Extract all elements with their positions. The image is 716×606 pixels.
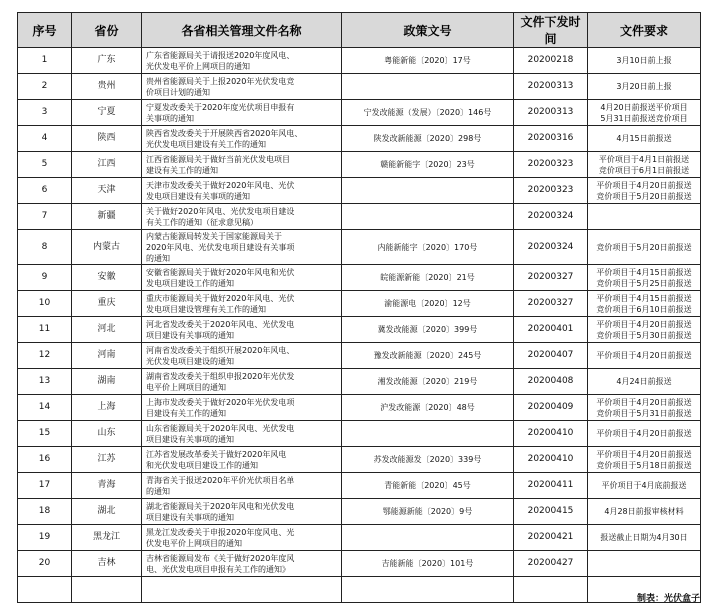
row-doc-cell — [342, 473, 514, 499]
row-province-cell — [72, 317, 142, 343]
table-row — [18, 178, 701, 204]
row-name-cell — [142, 126, 342, 152]
row-name-cell-line: 光伏发电项目建设的通知 — [146, 356, 234, 366]
row-num-cell-line: 17 — [38, 480, 51, 490]
table-row — [18, 395, 701, 421]
table-row — [18, 317, 701, 343]
row-province-cell — [72, 551, 142, 577]
row-req-cell-line: 平价项目于4月1日前报送 — [598, 154, 690, 164]
row-req-cell — [588, 525, 701, 551]
row-date-cell — [514, 74, 588, 100]
row-name-cell-line: 河北省发改委关于2020年风电、光伏发电 — [146, 319, 295, 329]
row-doc-cell-line: 鄂能源新能〔2020〕9号 — [382, 507, 473, 516]
row-date-cell-line: 20200313 — [527, 81, 574, 91]
row-doc-cell — [342, 395, 514, 421]
row-name-cell-line: 青海省关于报送2020年平价光伏项目名单 — [146, 475, 295, 485]
row-date-cell — [514, 369, 588, 395]
row-req-cell-line: 竞价项目于5月25日前报送 — [596, 278, 692, 288]
row-date-cell-line: 20200408 — [527, 376, 574, 386]
row-num-cell-line: 1 — [41, 55, 48, 65]
row-name-cell-line: 贵州省能源局关于上报2020年光伏发电竞 — [146, 76, 295, 86]
row-name-cell — [142, 525, 342, 551]
row-province-cell-line: 重庆 — [97, 298, 116, 308]
row-province-cell-line: 吉林 — [97, 558, 116, 568]
row-province-cell-line: 宁夏 — [97, 107, 116, 117]
row-req-cell-line: 3月10日前上报 — [616, 56, 672, 65]
row-num-cell-line: 3 — [41, 107, 48, 117]
row-doc-cell-line: 粤能新能〔2020〕17号 — [384, 56, 471, 65]
row-date-cell-line: 20200427 — [527, 558, 574, 568]
row-doc-cell — [342, 369, 514, 395]
row-name-cell-line: 电、光伏发电项目申报有关工作的通知》 — [146, 564, 290, 574]
row-doc-cell-line: 冀发改能源〔2020〕399号 — [377, 325, 478, 334]
table-row — [18, 473, 701, 499]
row-name-cell-line: 江西省能源局关于做好当前光伏发电项目 — [146, 154, 290, 164]
row-name-cell-line: 和光伏发电项目建设工作的通知 — [146, 460, 258, 470]
row-num-cell — [18, 100, 72, 126]
row-name-cell-line: 上海市发改委关于做好2020年光伏发电项 — [146, 397, 295, 407]
row-name-cell-line: 的通知 — [146, 486, 170, 496]
table-row — [18, 48, 701, 74]
row-req-cell — [588, 126, 701, 152]
row-province-cell-line: 江西 — [97, 159, 116, 169]
row-date-cell-line: 20200421 — [527, 532, 574, 542]
row-num-cell — [18, 525, 72, 551]
row-date-cell-line: 20200324 — [527, 241, 574, 252]
row-req-cell-line: 竞价项目于5月20日前报送 — [596, 242, 692, 252]
row-req-cell-line: 平价项目于4月20日前报送 — [596, 397, 692, 407]
row-date-cell — [514, 551, 588, 577]
row-date-cell — [514, 473, 588, 499]
row-name-cell — [142, 447, 342, 473]
row-doc-cell-line: 湘发改能源〔2020〕219号 — [377, 377, 478, 386]
row-name-cell — [142, 317, 342, 343]
row-req-cell-line: 报送截止日期为4月30日 — [600, 533, 688, 542]
row-doc-cell — [342, 317, 514, 343]
row-req-cell-line: 竞价项目于6月10日前报送 — [596, 304, 692, 314]
row-province-cell-line: 贵州 — [97, 81, 116, 91]
row-req-cell-line: 竞价项目于5月20日前报送 — [596, 191, 692, 201]
row-req-cell-line: 竞价项目于5月30日前报送 — [596, 330, 692, 340]
row-num-cell-line: 14 — [38, 402, 51, 412]
row-province-cell — [72, 48, 142, 74]
row-date-cell-line: 20200316 — [527, 133, 574, 143]
row-num-cell-line: 6 — [41, 185, 48, 195]
row-province-cell — [72, 291, 142, 317]
row-name-cell — [142, 343, 342, 369]
row-province-cell — [72, 395, 142, 421]
row-date-cell — [514, 525, 588, 551]
row-doc-cell-line: 渝能源电〔2020〕12号 — [384, 299, 471, 308]
row-num-cell-line: 13 — [38, 376, 51, 386]
row-name-cell — [142, 369, 342, 395]
table-row — [18, 230, 701, 265]
row-name-cell-line: 光伏发电平价上网项目的通知 — [146, 61, 250, 71]
row-doc-cell-line: 沪发改能源〔2020〕48号 — [380, 403, 475, 412]
row-name-cell-line: 江苏省发展改革委关于做好2020年风电 — [146, 449, 287, 459]
row-req-cell — [588, 395, 701, 421]
row-name-cell-line: 建设有关工作的通知 — [146, 165, 218, 175]
row-date-cell-line: 20200323 — [527, 185, 574, 195]
row-req-cell — [588, 230, 701, 265]
row-date-cell — [514, 126, 588, 152]
row-num-cell — [18, 48, 72, 74]
table-row — [18, 152, 701, 178]
row-num-cell — [18, 178, 72, 204]
blank-row — [18, 577, 701, 603]
table-body — [18, 48, 701, 577]
row-province-cell — [72, 369, 142, 395]
row-num-cell — [18, 369, 72, 395]
row-num-cell-line: 10 — [38, 298, 51, 308]
row-name-cell — [142, 473, 342, 499]
row-num-cell-line: 19 — [38, 532, 51, 542]
table-row — [18, 126, 701, 152]
row-name-cell-line: 发电项目建设工作的通知 — [146, 278, 234, 288]
row-doc-cell-line: 豫发改新能源〔2020〕245号 — [373, 351, 482, 360]
row-province-cell — [72, 152, 142, 178]
table-credit: 制表：光伏盒子 — [636, 594, 700, 604]
row-doc-cell — [342, 447, 514, 473]
row-doc-cell-line: 苏发改能源发〔2020〕339号 — [373, 455, 482, 464]
row-date-cell-line: 20200324 — [527, 211, 574, 221]
row-doc-cell — [342, 48, 514, 74]
row-doc-cell-line: 内能新能字〔2020〕170号 — [377, 242, 478, 252]
row-num-cell — [18, 499, 72, 525]
row-req-cell-line: 5月31日前报送竞价项目 — [600, 113, 688, 123]
row-name-cell — [142, 551, 342, 577]
row-req-cell-line: 平价项目于4月底前报送 — [601, 481, 687, 490]
row-num-cell — [18, 317, 72, 343]
row-doc-cell — [342, 551, 514, 577]
row-req-cell — [588, 100, 701, 126]
row-num-cell — [18, 126, 72, 152]
row-name-cell-line: 内蒙古能源局转发关于国家能源局关于 — [146, 231, 282, 241]
row-doc-cell — [342, 230, 514, 265]
table-row — [18, 265, 701, 291]
row-req-cell — [588, 48, 701, 74]
row-req-cell-line: 4月28日前报审核材料 — [604, 507, 684, 516]
row-name-cell — [142, 265, 342, 291]
row-name-cell-line: 伏发电平价上网项目的通知 — [146, 538, 242, 548]
row-province-cell — [72, 74, 142, 100]
table-row — [18, 74, 701, 100]
row-num-cell-line: 8 — [41, 241, 48, 252]
row-doc-cell — [342, 204, 514, 230]
row-doc-cell — [342, 178, 514, 204]
row-num-cell-line: 15 — [38, 428, 51, 438]
row-date-cell — [514, 447, 588, 473]
row-province-cell-line: 黑龙江 — [92, 532, 120, 542]
row-name-cell-line: 陕西省发改委关于开展陕西省2020年风电、 — [146, 128, 303, 138]
row-req-cell — [588, 473, 701, 499]
row-num-cell-line: 12 — [38, 350, 51, 360]
row-req-cell-line: 平价项目于4月15日前报送 — [596, 293, 692, 303]
row-province-cell-line: 广东 — [97, 55, 116, 65]
row-num-cell — [18, 551, 72, 577]
row-doc-cell-line: 陕发改新能源〔2020〕298号 — [373, 134, 482, 143]
row-date-cell-line: 20200313 — [527, 107, 574, 117]
row-name-cell-line: 安徽省能源局关于做好2020年风电和光伏 — [146, 267, 295, 277]
row-num-cell-line: 5 — [41, 159, 48, 169]
row-name-cell-line: 河南省发改委关于组织开展2020年风电、 — [146, 345, 295, 355]
row-req-cell — [588, 178, 701, 204]
row-date-cell — [514, 265, 588, 291]
row-province-cell — [72, 499, 142, 525]
row-doc-cell-line: 赣能新能字〔2020〕23号 — [380, 160, 475, 169]
header-doc: 政策文号 — [342, 13, 514, 48]
row-name-cell-line: 项目建设有关事项的通知 — [146, 512, 234, 522]
header-row — [18, 13, 701, 48]
row-num-cell-line: 4 — [41, 133, 48, 143]
row-province-cell — [72, 178, 142, 204]
row-name-cell — [142, 152, 342, 178]
row-num-cell-line: 7 — [41, 211, 48, 221]
row-req-cell — [588, 369, 701, 395]
row-doc-cell — [342, 100, 514, 126]
row-name-cell-line: 的通知 — [146, 253, 170, 263]
row-province-cell — [72, 473, 142, 499]
table-row — [18, 525, 701, 551]
row-name-cell — [142, 395, 342, 421]
table-row — [18, 291, 701, 317]
row-date-cell — [514, 178, 588, 204]
row-num-cell — [18, 204, 72, 230]
row-date-cell-line: 20200327 — [527, 272, 574, 282]
row-province-cell — [72, 265, 142, 291]
row-num-cell — [18, 395, 72, 421]
row-date-cell — [514, 343, 588, 369]
row-date-cell-line: 20200401 — [527, 324, 574, 334]
policy-table-sheet — [17, 12, 700, 603]
row-num-cell — [18, 291, 72, 317]
row-name-cell-line: 项目建设有关事项的通知 — [146, 330, 234, 340]
row-date-cell — [514, 499, 588, 525]
row-req-cell — [588, 421, 701, 447]
row-name-cell-line: 有关工作的通知（征求意见稿） — [146, 217, 258, 227]
row-name-cell — [142, 204, 342, 230]
row-province-cell-line: 安徽 — [97, 272, 116, 282]
row-req-cell — [588, 204, 701, 230]
row-province-cell-line: 天津 — [97, 185, 116, 195]
row-num-cell — [18, 230, 72, 265]
row-req-cell-line: 3月20日前上报 — [616, 82, 672, 91]
row-province-cell-line: 陕西 — [97, 133, 116, 143]
row-name-cell-line: 山东省能源局关于2020年风电、光伏发电 — [146, 423, 295, 433]
row-date-cell-line: 20200218 — [527, 55, 574, 65]
row-name-cell-line: 广东省能源局关于请报送2020年度风电、 — [146, 50, 295, 60]
header-num: 序号 — [18, 13, 72, 48]
row-name-cell-line: 重庆市能源局关于做好2020年风电、光伏 — [146, 293, 295, 303]
row-date-cell — [514, 48, 588, 74]
row-date-cell — [514, 230, 588, 265]
row-req-cell-line: 竞价项目于6月1日前报送 — [598, 165, 690, 175]
row-name-cell — [142, 48, 342, 74]
row-name-cell-line: 价项目计划的通知 — [146, 87, 210, 97]
row-name-cell-line: 目建设有关工作的通知 — [146, 408, 226, 418]
row-num-cell-line: 9 — [41, 272, 48, 282]
row-name-cell-line: 发电项目建设有关事项的通知 — [146, 191, 250, 201]
row-date-cell — [514, 395, 588, 421]
row-province-cell — [72, 525, 142, 551]
row-date-cell — [514, 317, 588, 343]
row-req-cell-line: 平价项目于4月20日前报送 — [596, 449, 692, 459]
row-name-cell-line: 2020年风电、光伏发电项目建设有关事项 — [146, 242, 295, 252]
row-province-cell-line: 上海 — [97, 402, 116, 412]
row-req-cell — [588, 152, 701, 178]
row-province-cell — [72, 230, 142, 265]
row-num-cell — [18, 447, 72, 473]
row-req-cell — [588, 447, 701, 473]
row-req-cell-line: 4月15日前报送 — [616, 134, 672, 143]
row-date-cell-line: 20200409 — [527, 402, 574, 412]
row-num-cell — [18, 74, 72, 100]
row-province-cell-line: 河北 — [97, 324, 116, 334]
row-date-cell-line: 20200410 — [527, 428, 574, 438]
row-name-cell-line: 发电项目建设管理有关工作的通知 — [146, 304, 266, 314]
row-num-cell-line: 16 — [38, 454, 51, 464]
row-req-cell — [588, 317, 701, 343]
row-date-cell-line: 20200323 — [527, 159, 574, 169]
row-doc-cell — [342, 265, 514, 291]
row-name-cell-line: 湖北省能源局关于2020年风电和光伏发电 — [146, 501, 295, 511]
row-doc-cell-line: 宁发改能源（发展）〔2020〕146号 — [363, 108, 492, 117]
row-num-cell-line: 20 — [38, 558, 51, 568]
row-province-cell-line: 江苏 — [97, 454, 116, 464]
row-name-cell-line: 光伏发电项目建设有关工作的通知 — [146, 139, 266, 149]
row-doc-cell — [342, 152, 514, 178]
row-doc-cell — [342, 499, 514, 525]
header-province: 省份 — [72, 13, 142, 48]
row-req-cell-line: 平价项目于4月20日前报送 — [596, 319, 692, 329]
row-date-cell — [514, 152, 588, 178]
header-name: 各省相关管理文件名称 — [142, 13, 342, 48]
row-req-cell — [588, 551, 701, 577]
row-req-cell — [588, 499, 701, 525]
table-row — [18, 204, 701, 230]
row-doc-cell — [342, 421, 514, 447]
row-date-cell — [514, 421, 588, 447]
row-doc-cell — [342, 343, 514, 369]
row-province-cell — [72, 100, 142, 126]
table-row — [18, 369, 701, 395]
row-req-cell-line: 平价项目于4月15日前报送 — [596, 267, 692, 277]
row-name-cell — [142, 421, 342, 447]
row-province-cell-line: 内蒙古 — [92, 241, 120, 252]
table-row — [18, 343, 701, 369]
row-num-cell-line: 18 — [38, 506, 51, 516]
row-name-cell-line: 黑龙江发改委关于申报2020年度风电、光 — [146, 527, 295, 537]
row-date-cell — [514, 291, 588, 317]
table-row — [18, 551, 701, 577]
row-name-cell — [142, 178, 342, 204]
row-doc-cell — [342, 126, 514, 152]
row-req-cell — [588, 265, 701, 291]
row-province-cell-line: 湖北 — [97, 506, 116, 516]
row-province-cell — [72, 421, 142, 447]
row-date-cell-line: 20200415 — [527, 506, 574, 516]
row-name-cell — [142, 100, 342, 126]
row-name-cell — [142, 230, 342, 265]
row-doc-cell-line: 皖能源新能〔2020〕21号 — [380, 273, 475, 282]
row-name-cell-line: 宁夏发改委关于2020年度光伏项目申报有 — [146, 102, 295, 112]
row-req-cell-line: 平价项目于4月20日前报送 — [596, 180, 692, 190]
row-num-cell — [18, 343, 72, 369]
table-row — [18, 100, 701, 126]
row-num-cell — [18, 152, 72, 178]
header-req: 文件要求 — [588, 13, 701, 48]
row-province-cell-line: 新疆 — [97, 211, 116, 221]
row-province-cell-line: 河南 — [97, 350, 116, 360]
row-date-cell-line: 20200411 — [527, 480, 574, 490]
row-req-cell-line: 平价项目于4月20日前报送 — [596, 429, 692, 438]
row-name-cell-line: 吉林省能源局发布《关于做好2020年度风 — [146, 553, 295, 563]
row-doc-cell — [342, 525, 514, 551]
table-row — [18, 499, 701, 525]
row-doc-cell — [342, 74, 514, 100]
row-province-cell — [72, 343, 142, 369]
row-date-cell-line: 20200410 — [527, 454, 574, 464]
row-name-cell — [142, 74, 342, 100]
row-province-cell-line: 湖南 — [97, 376, 116, 386]
row-province-cell — [72, 126, 142, 152]
table-row — [18, 421, 701, 447]
row-date-cell — [514, 204, 588, 230]
row-name-cell — [142, 499, 342, 525]
row-name-cell-line: 项目建设有关事项的通知 — [146, 434, 234, 444]
row-date-cell-line: 20200327 — [527, 298, 574, 308]
row-name-cell — [142, 291, 342, 317]
row-req-cell — [588, 291, 701, 317]
row-province-cell — [72, 447, 142, 473]
row-req-cell-line: 平价项目于4月20日前报送 — [596, 351, 692, 360]
row-doc-cell — [342, 291, 514, 317]
row-name-cell-line: 天津市发改委关于做好2020年风电、光伏 — [146, 180, 295, 190]
row-req-cell-line: 竞价项目于5月31日前报送 — [596, 408, 692, 418]
row-province-cell-line: 山东 — [97, 428, 116, 438]
row-req-cell-line: 4月20日前报送平价项目 — [600, 102, 688, 112]
header-date: 文件下发时间 — [514, 13, 588, 48]
row-req-cell-line: 竞价项目于5月18日前报送 — [596, 460, 692, 470]
row-doc-cell-line: 吉能新能〔2020〕101号 — [381, 559, 474, 568]
row-name-cell-line: 电平价上网项目的通知 — [146, 382, 226, 392]
row-num-cell — [18, 265, 72, 291]
row-province-cell-line: 青海 — [97, 480, 116, 490]
row-province-cell — [72, 204, 142, 230]
row-name-cell-line: 关事项的通知 — [146, 113, 194, 123]
table-row — [18, 447, 701, 473]
row-req-cell-line: 4月24日前报送 — [616, 377, 672, 386]
row-date-cell-line: 20200407 — [527, 350, 574, 360]
row-doc-cell-line: 青能新能〔2020〕45号 — [384, 481, 471, 490]
row-req-cell — [588, 343, 701, 369]
row-req-cell — [588, 74, 701, 100]
row-num-cell — [18, 473, 72, 499]
row-name-cell-line: 关于做好2020年风电、光伏发电项目建设 — [146, 206, 295, 216]
row-num-cell-line: 11 — [38, 324, 51, 334]
row-name-cell-line: 湖南省发改委关于组织申报2020年光伏发 — [146, 371, 295, 381]
row-num-cell — [18, 421, 72, 447]
policy-table — [17, 12, 701, 603]
row-date-cell — [514, 100, 588, 126]
row-num-cell-line: 2 — [41, 81, 48, 91]
